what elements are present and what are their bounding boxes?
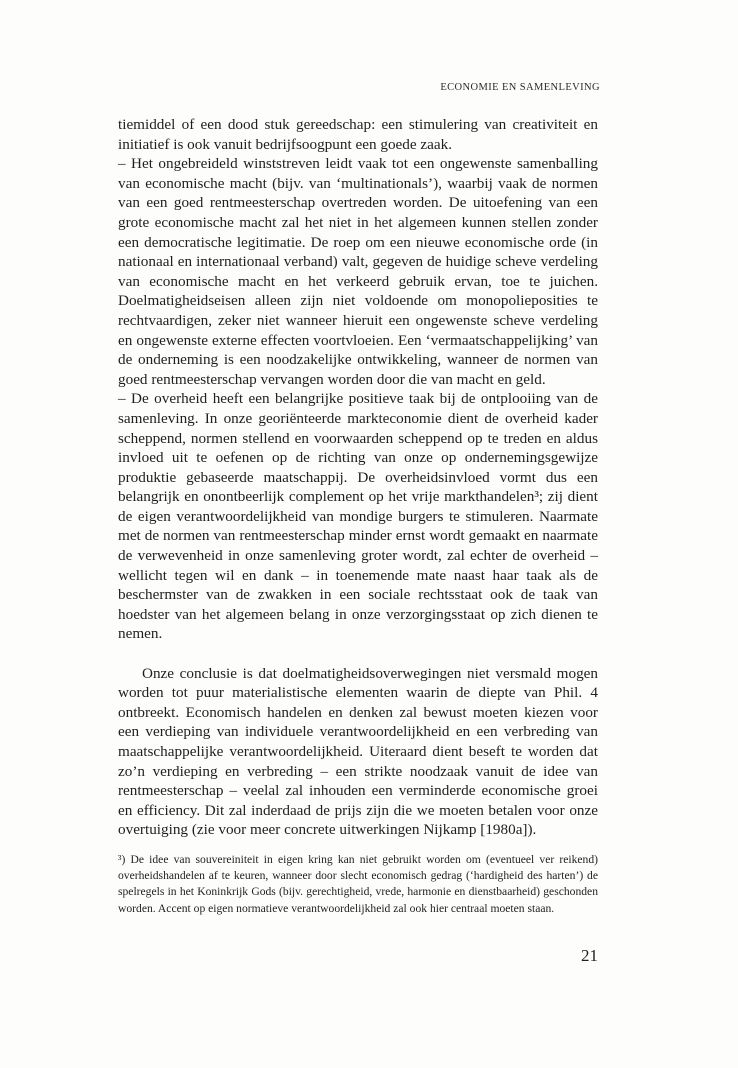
footnotes	[118, 852, 598, 917]
body-text	[118, 115, 598, 840]
paragraph-continuation: tiemiddel of een dood stuk gereedschap: een stimulering van creativiteit en initiatief is ook vanuit bedrijfsoogpunt een goede zaak.	[118, 116, 598, 153]
paragraph-conclusion: Onze conclusie is dat doelmatigheidsoverwegingen niet versmald mogen worden tot puur materialistische elementen waarin de diepte van Phil. 4 ontbreekt. Economisch handelen en denken zal bewust moeten kiezen voor een verdieping van individuele verantwoordelijkheid en een verbreding van maatschappelijke verantwoordelijkheid. Uiteraard dient beseft te worden dat zo’n verdieping en verbreding – een strikte noodzaak vanuit de idee van rentmeesterschap – veelal zal inhouden een verminderde economische groei en efficiency. Dit zal inderdaad de prijs zijn die we moeten betalen voor onze overtuiging (zie voor meer concrete uitwerkingen Nijkamp [1980a]).	[118, 664, 598, 839]
running-head: ECONOMIE EN SAMENLEVING	[440, 82, 600, 93]
page-number: 21	[581, 946, 598, 965]
paragraph-government-role: – De overheid heeft een belangrijke positieve taak bij de ontplooiing van de samenleving. In onze georiënteerde markteconomie dient de overheid kader scheppend, normen stellend en voorwaarden scheppend op te treden en aldus invloed uit te oefenen op de richting van onze op ondernemingsgewijze produktie gebaseerde maatschappij. De overheidsinvloed vormt dus een belangrijk en onontbeerlijk complement op het vrije markthandelen³; zij dient de eigen verantwoordelijkheid van mondige burgers te stimuleren. Naarmate met de normen van rentmeesterschap minder ernst wordt gemaakt en naarmate de verwevenheid in onze samenleving groter wordt, zal echter de overheid – wellicht tegen wil en dank – in toenemende mate naast haar taak als de beschermster van de zwakken in een sociale rechtsstaat ook de taak van hoedster van het algemeen belang in onze verzorgingsstaat op zich dienen te nemen.	[118, 390, 598, 643]
footnote-3: ³) De idee van souvereiniteit in eigen kring kan niet gebruikt worden om (eventueel ver reikend) overheidshandelen af te keuren, wanneer door slecht economisch gedrag (‘hardigheid des harten’) de spelregels in het Koninkrijk Gods (bijv. gerechtigheid, vrede, harmonie en dienstbaarheid) geschonden worden. Accent op eigen normatieve verantwoordelijkheid zal ook hier centraal moeten staan.	[118, 853, 598, 915]
paragraph-economic-power: – Het ongebreideld winststreven leidt vaak tot een ongewenste samenballing van economische macht (bijv. van ‘multinationals’), waarbij vaak de normen van een goed rentmeesterschap overtreden worden. De uitoefening van een grote economische macht zal het niet in het algemeen kunnen stellen zonder een democratische legitimatie. De roep om een nieuwe economische orde (in nationaal en internationaal verband) valt, gegeven de huidige scheve verdeling van economische macht en het verkeerd gebruik ervan, toe te juichen. Doelmatigheidseisen alleen zijn niet voldoende om monopolieposities te rechtvaardigen, zeker niet wanneer hieruit een ongewenste scheve verdeling en ongewenste externe effecten voortvloeien. Een ‘vermaatschappelijking’ van de onderneming is een noodzakelijke ontwikkeling, wanneer de normen van goed rentmeesterschap vervangen worden door die van macht en geld.	[118, 155, 598, 388]
